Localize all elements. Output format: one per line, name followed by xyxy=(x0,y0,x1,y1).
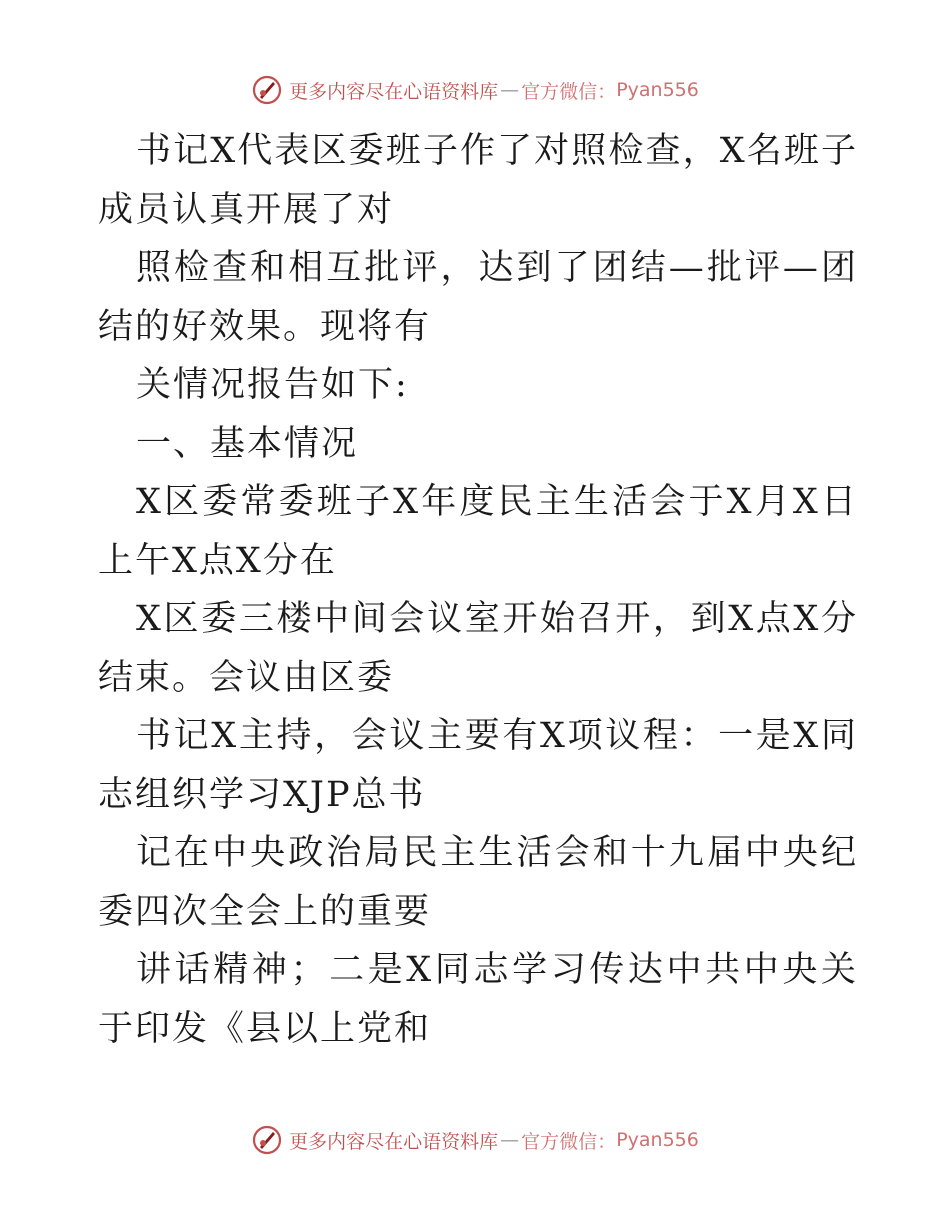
quill-seal-icon xyxy=(251,74,283,106)
paragraph-9: 讲话精神；二是X同志学习传达中共中央关于印发《县以上党和 xyxy=(98,950,858,1049)
section-heading: 一、基本情况 xyxy=(136,423,359,464)
wechat-label: 官方微信： xyxy=(521,80,617,103)
banner-separator: — xyxy=(500,1129,520,1151)
wechat-label: 官方微信： xyxy=(521,1130,617,1153)
paragraph-5: X区委常委班子X年度民主生活会于X月X日上午X点X分在 xyxy=(98,482,858,581)
footer-banner xyxy=(0,1120,950,1160)
banner-text: 更多内容尽在心语资料库 xyxy=(289,80,499,103)
wechat-id: Pyan556 xyxy=(616,79,699,101)
header-banner xyxy=(0,70,950,110)
quill-seal-icon xyxy=(251,1124,283,1156)
banner-text: 更多内容尽在心语资料库 xyxy=(289,1130,499,1153)
paragraph-8: 记在中央政治局民主生活会和十九届中央纪委四次全会上的重要 xyxy=(98,833,858,932)
paragraph-2: 照检查和相互批评，达到了团结—批评—团结的好效果。现将有 xyxy=(98,248,858,347)
paragraph-6: X区委三楼中间会议室开始召开，到X点X分结束。会议由区委 xyxy=(98,599,858,698)
paragraph-1: 书记X代表区委班子作了对照检查，X名班子成员认真开展了对 xyxy=(98,131,858,230)
paragraph-3: 关情况报告如下: xyxy=(136,365,409,405)
document-body xyxy=(98,122,858,1058)
banner-separator: — xyxy=(500,79,520,101)
paragraph-7: 书记X主持，会议主要有X项议程：一是X同志组织学习XJP总书 xyxy=(98,716,858,815)
wechat-id: Pyan556 xyxy=(616,1129,699,1151)
